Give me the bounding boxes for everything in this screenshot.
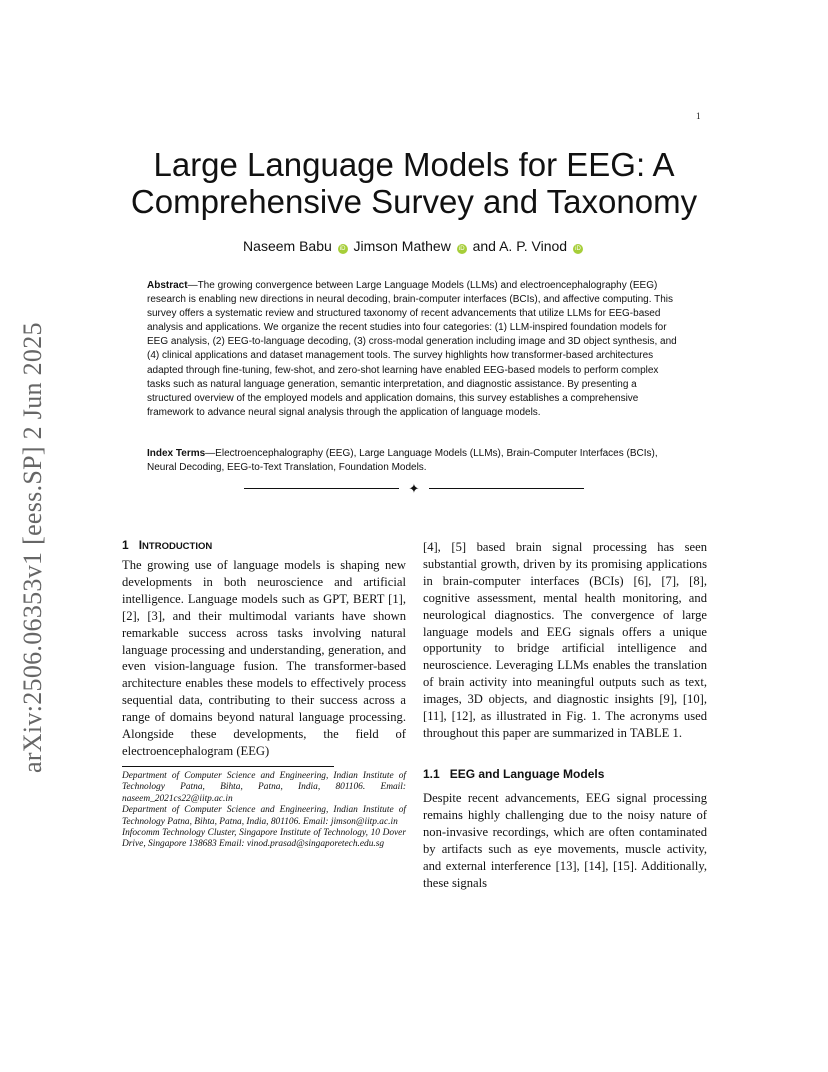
intro-paragraph-right: [4], [5] based brain signal processing has seen substantial growth, driven by its promising applications in brain-computer interfaces (BCIs) [6], [7], [8], cognitive assessment, mental health monitoring, and neurological diagnostics. The convergence of large language models and EEG signals offers a unique opportunity to bridge artificial intelligence and neuroscience. Leveraging LLMs enables the translation of brain activity into meaningful outputs such as text, images, 3D objects, and diagnostic insights [9], [10], [11], [12], as illustrated in Fig. 1. The acronyms used throughout this paper are summarized in TABLE 1. xyxy=(423,540,707,740)
section-divider xyxy=(244,481,584,497)
index-terms-text: —Electroencephalography (EEG), Large Language Models (LLMs), Brain-Computer Interfaces (BCIs), Neural Decoding, EEG-to-Text Translation, Foundation Models. xyxy=(147,448,658,474)
author-name: Naseem Babu xyxy=(243,238,332,254)
footnote-rule xyxy=(122,766,334,767)
section-heading xyxy=(122,538,212,552)
abstract xyxy=(147,279,682,420)
page-number: 1 xyxy=(696,111,701,121)
author-conjunction: and xyxy=(472,238,496,254)
divider-rule xyxy=(244,488,399,489)
index-terms xyxy=(147,447,682,475)
paper-title: Large Language Models for EEG: A Comprehensive Survey and Taxonomy xyxy=(130,146,698,220)
orcid-icon[interactable]: iD xyxy=(338,244,348,254)
orcid-icon[interactable]: iD xyxy=(573,244,583,254)
footnotes xyxy=(122,771,406,851)
abstract-label: Abstract xyxy=(147,280,188,291)
divider-rule xyxy=(429,488,584,489)
subsection-heading xyxy=(423,767,604,781)
section-title-initial: I xyxy=(138,538,143,552)
author-list xyxy=(100,238,728,254)
index-terms-label: Index Terms xyxy=(147,448,206,459)
author-name: Jimson Mathew xyxy=(353,238,451,254)
subsection-paragraph: Despite recent advancements, EEG signal processing remains highly challenging due to the noisy nature of non-invasive recordings, which are often contaminated by artifacts such as eye movements, muscle activity, and external interference [13], [14], [15]. Additionally, these signals xyxy=(423,791,707,890)
abstract-text: —The growing convergence between Large Language Models (LLMs) and electroencephalography (EEG) research is enabling new directions in neural decoding, brain-computer interfaces (BCIs), and affective computing. This survey offers a systematic review and structured taxonomy of recent advancements that utilize LLMs for EEG-based analysis and applications. We organize the recent studies into four categories: (1) LLM-inspired foundation models for EEG analysis, (2) EEG-to-language decoding, (3) cross-modal generation including image and 3D object synthesis, and (4) clinical applications and dataset management tools. The survey highlights how transformer-based architectures adapted through fine-tuning, few-shot, and zero-shot learning have enabled EEG-based models to perform complex tasks such as natural language generation, semantic interpretation, and diagnostic assistance. By presenting a structured overview of the employed models and application domains, this survey establishes a comprehensive framework to advance neural signal analysis through the application of language models. xyxy=(147,280,677,418)
footnote-affiliation: Department of Computer Science and Engineering, Indian Institute of Technology Patna, Bihta, Patna, India, 801106. Email: jimson@iitp.ac.in xyxy=(122,805,406,827)
footnote-affiliation: Department of Computer Science and Engineering, Indian Institute of Technology Patna, Bihta, Patna, India, 801106. Email: naseem_2021cs22@iitp.ac.in xyxy=(122,771,406,804)
subsection-title: EEG and Language Models xyxy=(449,767,605,781)
orcid-icon[interactable]: iD xyxy=(457,244,467,254)
section-number: 1 xyxy=(122,538,129,552)
subsection-number: 1.1 xyxy=(423,767,440,781)
section-title-rest: NTRODUCTION xyxy=(142,541,213,552)
footnote-affiliation: Infocomm Technology Cluster, Singapore Institute of Technology, 10 Dover Drive, Singapore 138683 Email: vinod.prasad@singaporetech.edu.sg xyxy=(122,828,406,850)
intro-paragraph-left: The growing use of language models is shaping new developments in both neuroscience and artificial intelligence. Language models such as GPT, BERT [1], [2], [3], and their multimodal variants have shown remarkable success across tasks involving natural language processing and understanding, generation, and even vision-language fusion. The transformer-based architecture enables these models to effectively process sequential data, contributing to their success across a range of domains beyond natural language processing. Alongside these developments, the field of electroencephalogram (EEG) xyxy=(122,558,406,758)
divider-diamond-icon: ✦ xyxy=(408,481,420,496)
arxiv-stamp: arXiv:2506.06353v1 [eess.SP] 2 Jun 2025 xyxy=(18,322,47,773)
author-name: A. P. Vinod xyxy=(499,238,568,254)
